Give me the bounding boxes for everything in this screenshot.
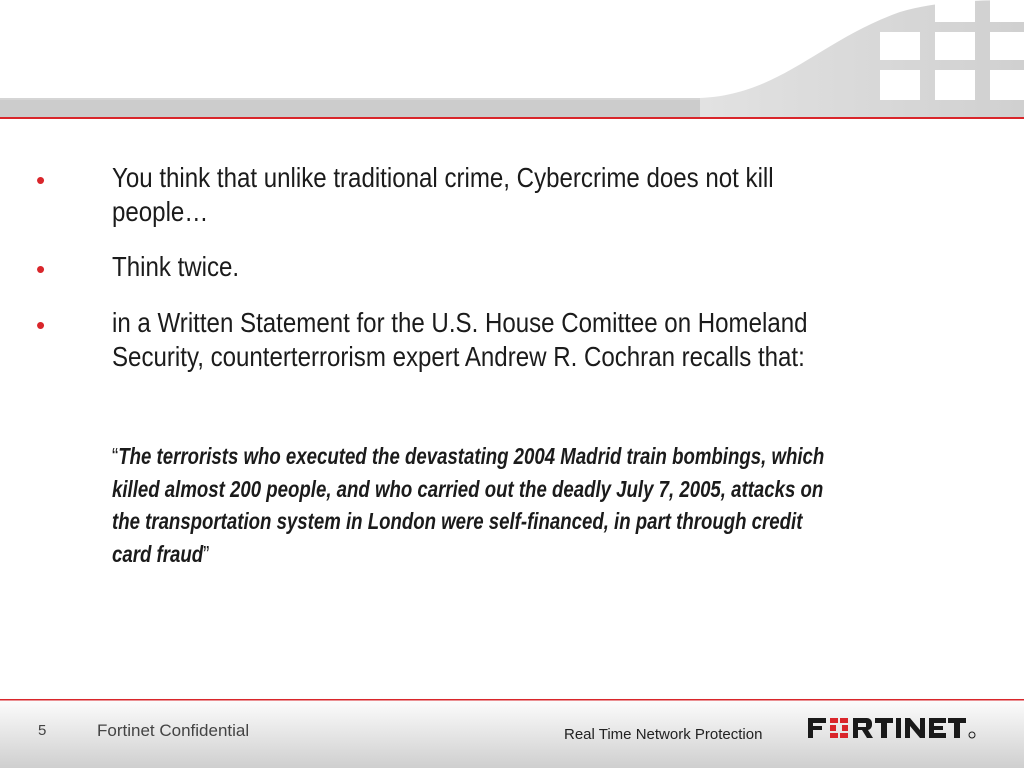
- bullet-line: You think that unlike traditional crime, Cybercrime does not kill: [112, 162, 774, 193]
- quotation-block: [112, 440, 922, 570]
- bullet-marker: •: [36, 254, 46, 284]
- open-quote-mark: “: [112, 443, 119, 469]
- bullet-text: [112, 161, 938, 229]
- bullet-line: in a Written Statement for the U.S. House Comittee on Homeland: [112, 307, 808, 338]
- bullet-marker: •: [36, 310, 46, 340]
- quote-line: killed almost 200 people, and who carried out the deadly July 7, 2005, attacks on: [112, 475, 824, 502]
- quote-text: The terrorists who executed the devastating 2004 Madrid train bombings, which: [118, 443, 825, 469]
- page-number: 5: [38, 722, 47, 739]
- fortinet-logo-icon: [808, 715, 980, 743]
- close-quote-mark: ”: [203, 540, 210, 567]
- fortinet-logo: [808, 715, 980, 748]
- bullet-text: [112, 250, 938, 284]
- bullet-marker: •: [36, 165, 46, 195]
- bullet-line: Security, counterterrorism expert Andrew R. Cochran recalls that:: [112, 341, 805, 372]
- quote-line: [112, 440, 922, 473]
- tagline: Real Time Network Protection: [564, 726, 763, 743]
- quote-line: the transportation system in London were self-financed, in part through credit: [112, 508, 803, 534]
- confidential-label: Fortinet Confidential: [97, 721, 250, 740]
- quote-line: [112, 538, 922, 571]
- quote-text: card fraud: [112, 540, 204, 567]
- bullet-line: Think twice.: [112, 251, 240, 282]
- bullet-text: [112, 306, 938, 374]
- bullet-line: people…: [112, 196, 209, 227]
